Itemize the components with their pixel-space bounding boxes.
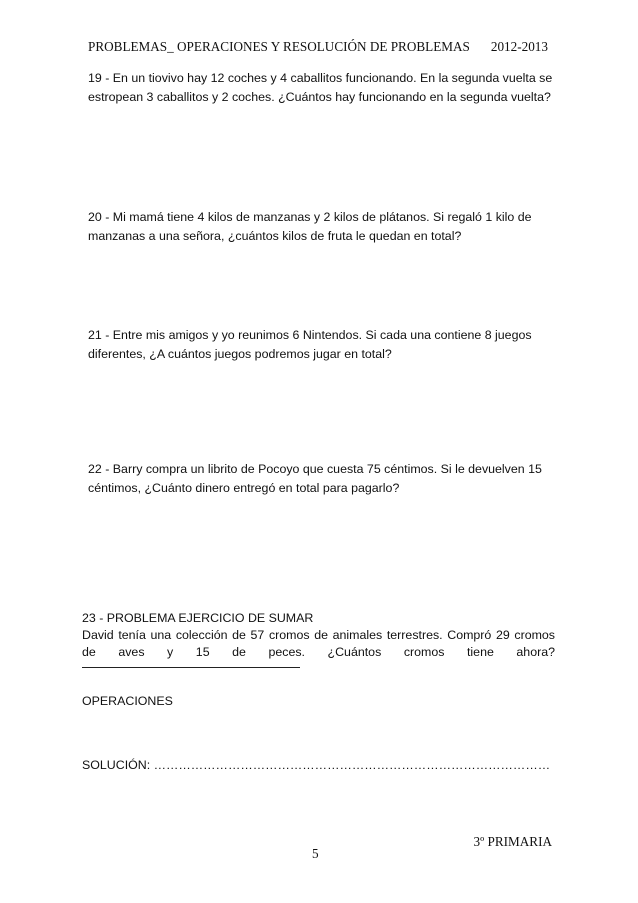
header-year: 2012-2013 (490, 39, 548, 54)
problem-23 (82, 610, 555, 668)
header-title: PROBLEMAS_ OPERACIONES Y RESOLUCIÓN DE PROBLEMAS (88, 39, 470, 54)
problem-22: 22 - Barry compra un librito de Pocoyo que cuesta 75 céntimos. Si le devuelven 15 céntimos, ¿Cuánto dinero entregó en total para pagarlo? (88, 462, 542, 495)
solution-line: SOLUCIÓN: …………………………………………………………………………………… (82, 758, 551, 772)
page-number: 5 (312, 846, 319, 861)
problem-19: 19 - En un tiovivo hay 12 coches y 4 caballitos funcionando. En la segunda vuelta se estropean 3 caballitos y 2 coches. ¿Cuántos hay funcionando en la segunda vuelta? (88, 71, 553, 104)
problem-20: 20 - Mi mamá tiene 4 kilos de manzanas y 2 kilos de plátanos. Si regaló 1 kilo de manzanas a una señora, ¿cuántos kilos de fruta le quedan en total? (88, 210, 532, 243)
problem-23-title: 23 - PROBLEMA EJERCICIO DE SUMAR (82, 611, 314, 625)
operations-label: OPERACIONES (82, 694, 173, 708)
problem-21: 21 - Entre mis amigos y yo reunimos 6 Nintendos. Si cada una contiene 8 juegos diferentes, ¿A cuántos juegos podremos jugar en total? (88, 328, 532, 361)
answer-underline (82, 661, 300, 668)
problem-23-text: David tenía una colección de 57 cromos de animales terrestres. Compró 29 cromos de aves y 15 de peces. ¿Cuántos cromos tiene ahora? (82, 628, 555, 659)
page-header (88, 37, 548, 57)
footer-grade: 3º PRIMARIA (473, 834, 552, 849)
